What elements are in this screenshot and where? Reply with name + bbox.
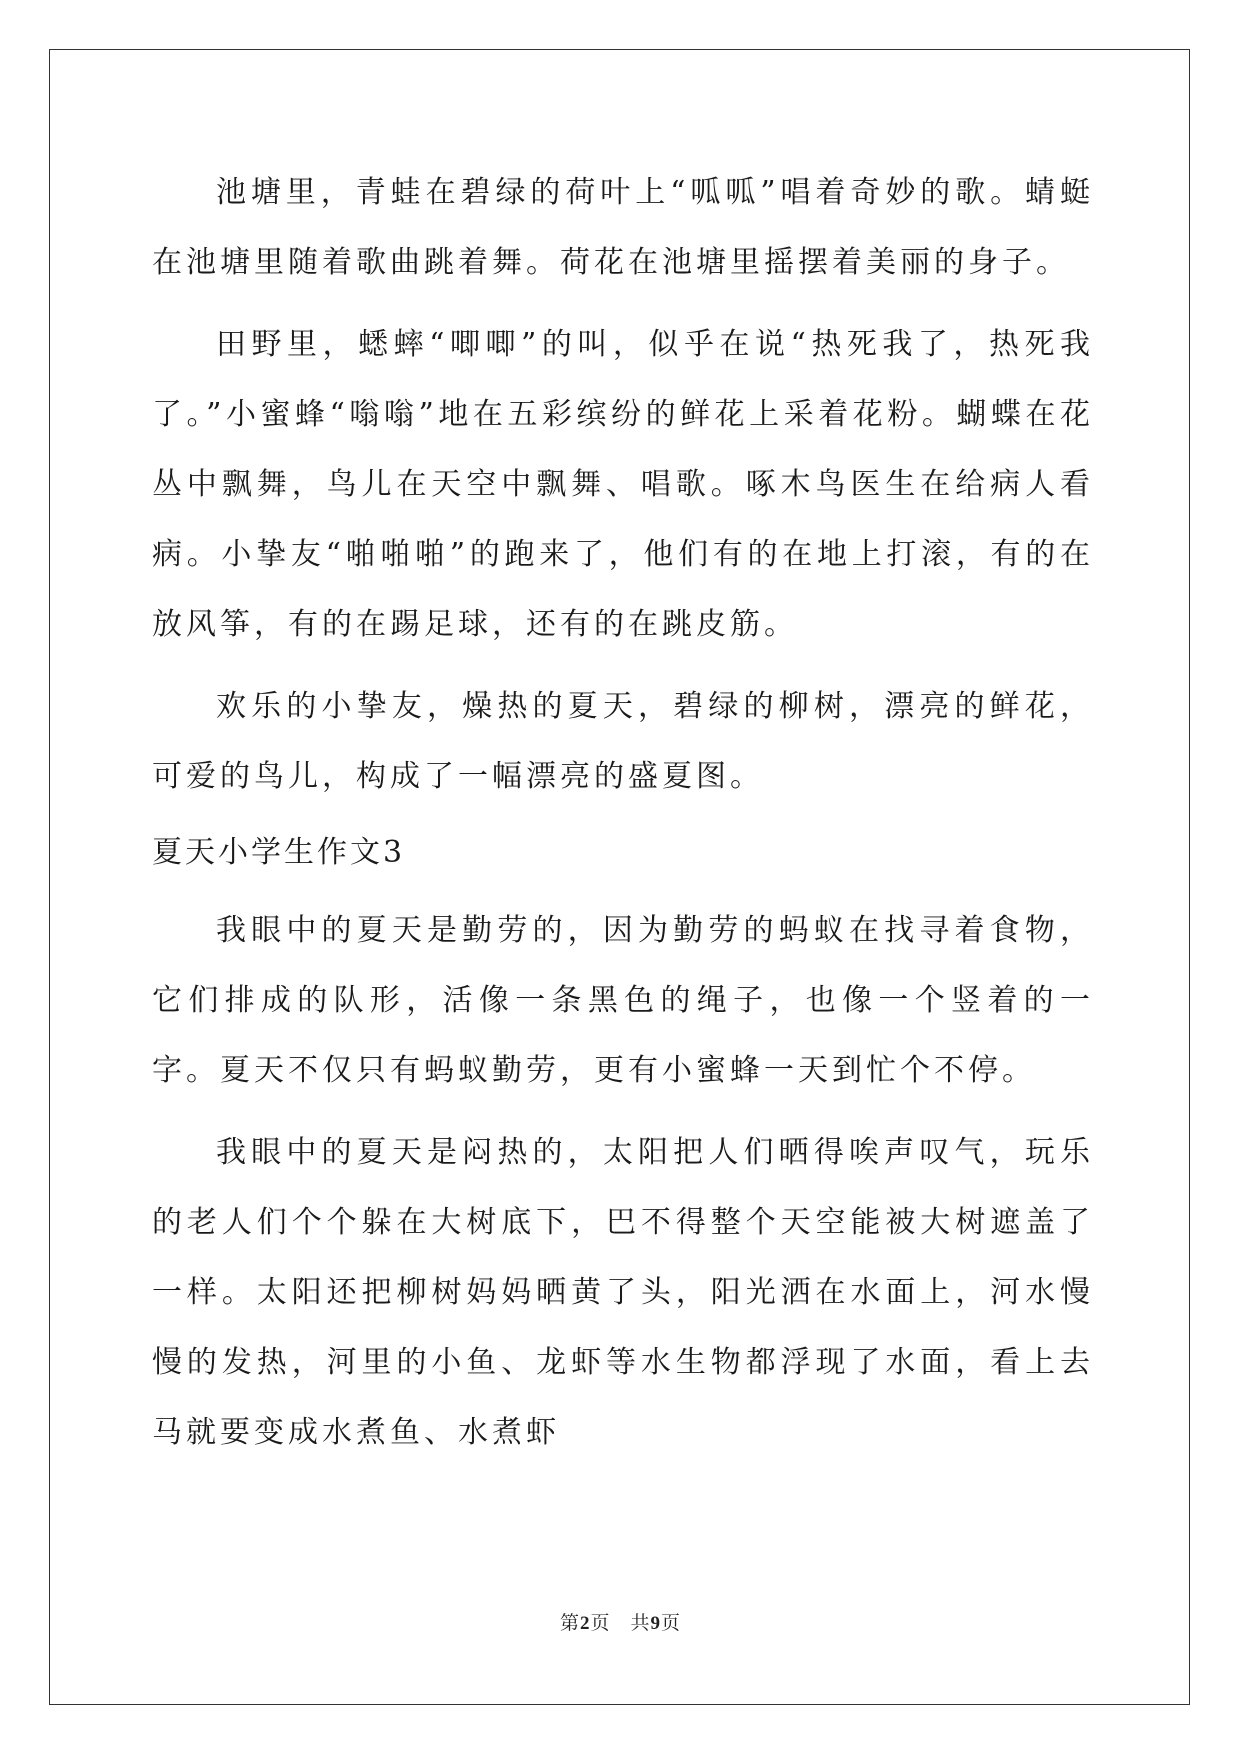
paragraph-summary: 欢乐的小挚友，燥热的夏天，碧绿的柳树，漂亮的鲜花，可爱的鸟儿，构成了一幅漂亮的盛夏图。 bbox=[152, 689, 1094, 794]
paragraph-pond: 池塘里，青蛙在碧绿的荷叶上“呱呱”唱着奇妙的歌。蜻蜓在池塘里随着歌曲跳着舞。荷花在池塘里摇摆着美丽的身子。 bbox=[152, 175, 1094, 280]
total-pages-number: 9 bbox=[650, 1613, 662, 1634]
section-title: 夏天小学生作文3 bbox=[152, 835, 406, 870]
footer-prefix: 第 bbox=[559, 1612, 580, 1634]
paragraph-hot-summer: 我眼中的夏天是闷热的，太阳把人们晒得唉声叹气，玩乐的老人们个个躲在大树底下，巴不得整个天空能被大树遮盖了一样。太阳还把柳树妈妈晒黄了头，阳光洒在水面上，河水慢慢的发热，河里的小鱼、龙虾等水生物都浮现了水面，看上去马就要变成水煮鱼、水煮虾 bbox=[152, 1135, 1094, 1450]
footer-total-suffix: 页 bbox=[661, 1612, 682, 1634]
current-page-number: 2 bbox=[579, 1613, 591, 1634]
document-body bbox=[152, 158, 1094, 1468]
footer-total-prefix: 共 bbox=[630, 1612, 651, 1634]
page-footer bbox=[0, 1608, 1241, 1635]
paragraph-field: 田野里，蟋蟀“唧唧”的叫，似乎在说“热死我了，热死我了。”小蜜蜂“嗡嗡”地在五彩缤纷的鲜花上采着花粉。蝴蝶在花丛中飘舞，鸟儿在天空中飘舞、唱歌。啄木鸟医生在给病人看病。小挚友“啪啪啪”的跑来了，他们有的在地上打滚，有的在放风筝，有的在踢足球，还有的在跳皮筋。 bbox=[152, 327, 1094, 642]
footer-page-word: 页 bbox=[590, 1612, 611, 1634]
paragraph-diligent-summer: 我眼中的夏天是勤劳的，因为勤劳的蚂蚁在找寻着食物，它们排成的队形，活像一条黑色的绳子，也像一个竖着的一字。夏天不仅只有蚂蚁勤劳，更有小蜜蜂一天到忙个不停。 bbox=[152, 913, 1094, 1088]
